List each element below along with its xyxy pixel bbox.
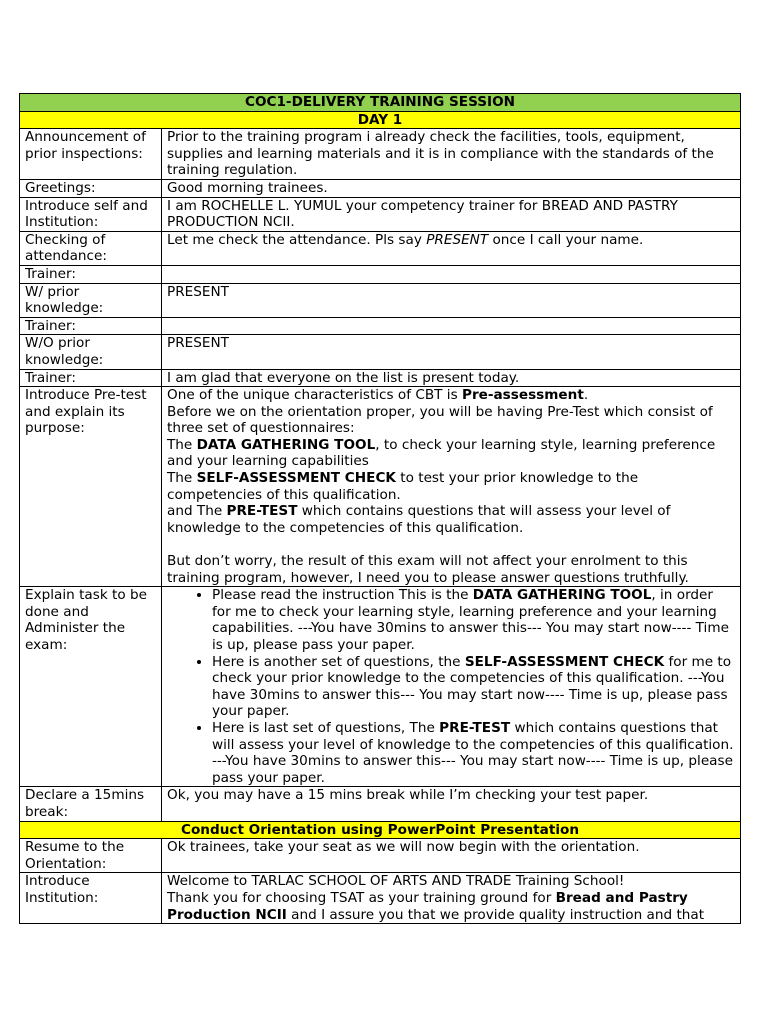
table-row: [20, 129, 741, 180]
list-item: [212, 587, 735, 653]
text-part: , in order for me to check your learning style, learning preference and your learning capabilities. ---You have 30mins to answer this--- You may start now---- Time is up, please pass your paper.: [212, 587, 729, 653]
training-session-table: [19, 93, 741, 924]
text-part: Please read the instruction This is the: [212, 587, 473, 604]
text-part: .: [583, 387, 589, 404]
row-text: Ok, you may have a 15 mins break while I’m checking your test paper.: [162, 787, 741, 821]
row-text: I am glad that everyone on the list is present today.: [162, 369, 741, 387]
paragraph: [167, 470, 735, 503]
table-row: [20, 587, 741, 787]
row-label: Greetings:: [20, 179, 162, 197]
row-text: PRESENT: [162, 335, 741, 369]
text-part: Here is last set of questions, The: [212, 719, 440, 736]
list-item: [212, 654, 735, 720]
text-part: and The: [167, 503, 227, 520]
text-part: Let me check the attendance. Pls say: [167, 231, 427, 248]
list-item: [212, 720, 735, 786]
section-heading: Conduct Orientation using PowerPoint Presentation: [20, 821, 741, 839]
row-text: [162, 231, 741, 265]
text-part: which contains questions that will assess your level of knowledge to the competencies of this qualification. ---You have 30mins to answer this--- You may start now---- Time is up, please pass your paper.: [212, 719, 734, 786]
paragraph: [167, 387, 735, 404]
bold-text: PRE-TEST: [226, 503, 298, 520]
table-row: [20, 335, 741, 369]
row-label: Trainer:: [20, 265, 162, 283]
text-part: once I call your name.: [488, 231, 644, 248]
bold-text: PRE-TEST: [439, 719, 511, 736]
table-row: [20, 839, 741, 873]
text-part: which contains questions that will assess your level of knowledge to the competencies of this qualification.: [167, 503, 671, 536]
row-text: Good morning trainees.: [162, 179, 741, 197]
row-text: [162, 317, 741, 335]
bold-text: SELF-ASSESSMENT CHECK: [196, 470, 396, 487]
paragraph: Before we on the orientation proper, you will be having Pre-Test which consist of three set of questionnaires:: [167, 403, 713, 437]
table-row: [20, 317, 741, 335]
table-row: [20, 197, 741, 231]
row-text: I am ROCHELLE L. YUMUL your competency trainer for BREAD AND PASTRY PRODUCTION NCII.: [162, 197, 741, 231]
row-label: Checking of attendance:: [20, 231, 162, 265]
text-part: Thank you for choosing TSAT as your training ground for: [167, 889, 556, 906]
paragraph: [167, 890, 735, 923]
bullet-list: [167, 587, 735, 786]
text-part: Here is another set of questions, the: [212, 653, 465, 670]
row-text: [162, 387, 741, 587]
paragraph: Welcome to TARLAC SCHOOL OF ARTS AND TRADE Training School!: [167, 873, 625, 890]
row-text: [162, 587, 741, 787]
table-row: [20, 265, 741, 283]
row-label: Trainer:: [20, 369, 162, 387]
row-label: Introduce self and Institution:: [20, 197, 162, 231]
section-row: [20, 821, 741, 839]
text-part: and I assure you that we provide quality instruction and that: [286, 906, 705, 923]
row-label: Announcement of prior inspections:: [20, 129, 162, 180]
bold-text: Bread and Pastry Production NCII: [167, 889, 688, 923]
table-row: [20, 179, 741, 197]
row-label: Explain task to be done and Administer the exam:: [20, 587, 162, 787]
table-row: [20, 283, 741, 317]
text-part: to test your prior knowledge to the competencies of this qualification.: [167, 470, 639, 503]
bold-text: DATA GATHERING TOOL: [472, 587, 652, 604]
row-label: W/O prior knowledge:: [20, 335, 162, 369]
day-label: DAY 1: [20, 111, 741, 129]
table-row: [20, 369, 741, 387]
row-text: Ok trainees, take your seat as we will now begin with the orientation.: [162, 839, 741, 873]
day-row: [20, 111, 741, 129]
text-part: , to check your learning style, learning preference and your learning capabilities: [167, 436, 716, 470]
table-row: [20, 787, 741, 821]
row-text: [162, 265, 741, 283]
text-part: The: [167, 436, 197, 453]
session-title: COC1-DELIVERY TRAINING SESSION: [20, 94, 741, 112]
text-part: for me to check your prior knowledge to the competencies of this qualification. ---You have 30mins to answer this--- You may start now---- Time is up, please pass your paper.: [212, 653, 732, 720]
paragraph: [167, 437, 735, 470]
bold-text: SELF-ASSESSMENT CHECK: [464, 653, 665, 670]
row-text: Prior to the training program i already check the facilities, tools, equipment, supplies and learning materials and it is in compliance with the standards of the training regulation.: [162, 129, 741, 180]
table-row: [20, 873, 741, 924]
row-label: Trainer:: [20, 317, 162, 335]
italic-text: PRESENT: [426, 231, 489, 248]
row-label: Introduce Pre-test and explain its purpose:: [20, 387, 162, 587]
row-text: PRESENT: [162, 283, 741, 317]
table-row: [20, 231, 741, 265]
text-part: The: [167, 470, 197, 487]
bold-text: DATA GATHERING TOOL: [196, 436, 376, 453]
row-label: W/ prior knowledge:: [20, 283, 162, 317]
table-title-row: [20, 94, 741, 112]
row-label: Introduce Institution:: [20, 873, 162, 924]
bold-text: Pre-assessment: [461, 387, 584, 404]
row-label: Declare a 15mins break:: [20, 787, 162, 821]
text-part: One of the unique characteristics of CBT is: [167, 387, 462, 404]
paragraph: But don’t worry, the result of this exam will not affect your enrolment to this training program, however, I need you to please answer questions truthfully.: [167, 553, 689, 586]
row-text: [162, 873, 741, 924]
paragraph-gap: [167, 536, 735, 553]
row-label: Resume to the Orientation:: [20, 839, 162, 873]
paragraph: [167, 503, 735, 536]
table-row: [20, 387, 741, 587]
